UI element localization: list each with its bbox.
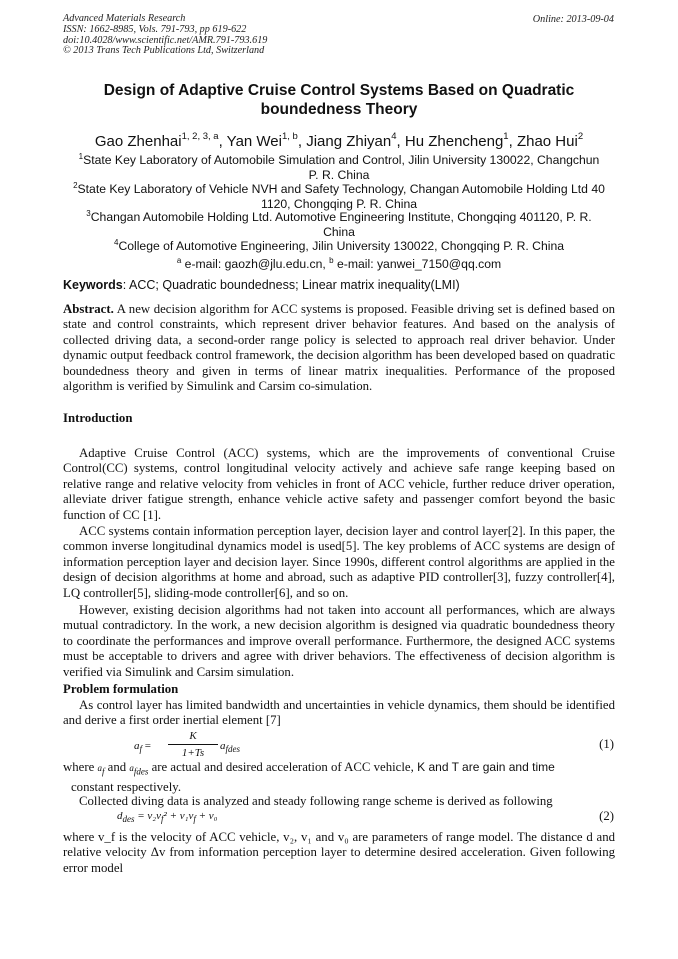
aff-sup: 1 (78, 152, 84, 161)
aff-sup: a (176, 255, 182, 265)
author-name: Yan Wei (226, 133, 282, 150)
affiliation-1 (63, 150, 615, 182)
eq-sub: f (161, 814, 164, 825)
eq-var: d (117, 810, 123, 822)
author-sup: 4 (391, 131, 397, 142)
keywords (63, 278, 615, 292)
aff-sup: 2 (73, 181, 78, 190)
aff-text: P. R. China (308, 167, 370, 182)
intro-paragraph-3: However, existing decision algorithms had not taken into account all performances, which are always mutual contradictory. In the work, a new decision algorithm is designed via quadratic boundedness theory to coordinate the performances and improve overall performance. Furthermore, the designed ACC systems must be acceptable to drivers and agree with driver behaviors. The effectiveness of decision algorithm is verified via Simulink and Carsim simulation. (63, 603, 615, 679)
problem-paragraph-4: where v_f is the velocity of ACC vehicle, v₂, v₁ and v₀ are parameters of range model. The distance d and relative velocity Δv from information perception layer to determine desired acceleration. Given following error model (63, 830, 615, 875)
journal-name: Advanced Materials Research (63, 13, 186, 24)
equation-1-number: (1) (599, 737, 614, 751)
journal-header (63, 14, 267, 57)
text-span: K and T are gain and time (413, 760, 555, 774)
eq-sub: fdes (225, 744, 240, 755)
online-date: Online: 2013-09-04 (532, 14, 614, 25)
aff-sup: 3 (86, 209, 91, 218)
affiliation-3 (63, 207, 615, 239)
aff-text: China (323, 224, 355, 239)
title-line-1: Design of Adaptive Cruise Control Systems Based on Quadratic (103, 82, 575, 99)
eq-var: a (220, 740, 226, 752)
author-sup: 1 (503, 131, 509, 142)
equation-1-lhs (134, 740, 151, 754)
eq-var: a (129, 763, 134, 773)
affiliation-4 (63, 236, 615, 271)
eq-sub: f (193, 814, 196, 825)
copyright-line: © 2013 Trans Tech Publications Ltd, Switzerland (63, 45, 265, 57)
author-sup: 1, 2, 3, a (181, 131, 219, 142)
section-heading-introduction: Introduction (63, 411, 133, 425)
email-a[interactable]: e-mail: gaozh@jlu.edu.cn, (181, 256, 330, 271)
keywords-text: : ACC; Quadratic boundedness; Linear matrix inequality(LMI) (122, 278, 460, 292)
eq-var: a (97, 763, 102, 773)
intro-paragraph-2: ACC systems contain information perception layer, decision layer and control layer[2]. In this paper, the common inverse longitudinal dynamics model is used[5]. The key problems of ACC systems are design of information perception layer and decision layer. Since 1990s, different control algorithms are applied in the design of decision algorithms at home and abroad, such as adaptive PID controller[3], fuzzy controller[4], LQ controller[5], sliding-mode controller[6], and so on. (63, 524, 615, 600)
problem-paragraph-1: As control layer has limited bandwidth and uncertainties in vehicle dynamics, them should be identified and derive a first order inertial element [7] (63, 698, 615, 728)
paper-title (63, 81, 615, 119)
author-name: Zhao Hui (516, 133, 578, 150)
equation-1-fraction (168, 730, 218, 759)
aff-sup: 4 (113, 238, 119, 247)
problem-paragraph-2 (63, 760, 615, 795)
doi-line: doi:10.4028/www.scientific.net/AMR.791-793.619 (63, 34, 268, 46)
author-name: Gao Zhenhai (94, 133, 182, 150)
text-span: are actual and desired acceleration of ACC vehicle, (148, 760, 414, 774)
email-line (63, 254, 615, 272)
issn-line: ISSN: 1662-8985, Vols. 791-793, pp 619-622 (63, 23, 247, 35)
section-heading-problem-formulation: Problem formulation (63, 682, 179, 696)
eq-sub: fdes (133, 766, 149, 777)
abstract-label: Abstract. (63, 302, 114, 316)
equation-1-rhs (220, 740, 240, 754)
problem-paragraph-3: Collected diving data is analyzed and steady following range scheme is derived as following (79, 794, 553, 808)
aff-text: 1120, Chongqing P. R. China (260, 196, 418, 211)
eq-var: a (134, 740, 140, 752)
text-span: where (63, 760, 95, 774)
eq-sub: f (101, 766, 105, 777)
text-span: constant respectively. (71, 779, 182, 794)
keywords-label: Keywords (63, 278, 123, 292)
author-list: Gao Zhenhai$^{1, 2, 3, a}$, Yan Wei$^{1, b}$, Jiang Zhiyan$^4$, Hu Zhencheng$^1$, Zhao Hui$^2$ (94, 131, 584, 150)
abstract (63, 302, 615, 394)
eq-numerator: K (189, 730, 197, 742)
aff-text: State Key Laboratory of Vehicle NVH and Safety Technology, Changan Automobile Holding Ltd 40 (77, 182, 605, 196)
author-name: Jiang Zhiyan (306, 133, 392, 150)
eq-sub: des (122, 814, 135, 825)
aff-text: College of Automotive Engineering, Jilin University 130022, Chongqing P. R. China (118, 239, 564, 253)
aff-text: Changan Automobile Holding Ltd. Automotive Engineering Institute, Chongqing 401120, P. R. (90, 210, 592, 224)
abstract-text: A new decision algorithm for ACC systems is proposed. Feasible driving set is defined based on state and control constraints, which represent driver behavior features. And based on the analysis of collected driving data, a second-order range policy is selected to approach real driver behavior. Under dynamic output feedback control framework, the decision algorithm has been developed based on quadratic boundedness theory and given in terms of linear matrix inequalities. Performance of the proposed algorithm is verified by Simulink and Carsim co-simulation. (63, 302, 615, 394)
email-b[interactable]: e-mail: yanwei_7150@qq.com (333, 256, 502, 271)
equation-2-number: (2) (599, 809, 614, 823)
intro-paragraph-1: Adaptive Cruise Control (ACC) systems, which are the improvements of conventional Cruise Control(CC) systems, control longitudinal velocity actively and achieve safe range keeping based on relative range and relative velocity from vehicles in front of ACC vehicle, further reduce driver operation, alleviate driver fatigue strength, enhance vehicle active safety and passenger comfort beyond the basic function of CC [1]. (63, 446, 615, 522)
aff-sup: b (329, 255, 334, 265)
eq-term: = v₂v (134, 810, 162, 822)
author-name: Hu Zhencheng (404, 133, 504, 150)
title-line-2: boundedness Theory (260, 101, 418, 118)
eq-term: + v₀ (195, 810, 218, 822)
eq-denominator: 1+Ts (181, 747, 205, 759)
fraction-bar (168, 744, 218, 745)
author-sup: 2 (577, 131, 584, 142)
eq-sub: f (139, 744, 143, 755)
eq-term: ² + v₁v (163, 810, 194, 822)
equation-2 (117, 810, 218, 824)
author-sup: 1, b (281, 131, 298, 142)
text-span: and (104, 760, 127, 774)
aff-text: State Key Laboratory of Automobile Simulation and Control, Jilin University 130022, Changchun (83, 153, 600, 167)
eq-equals: = (144, 740, 151, 752)
